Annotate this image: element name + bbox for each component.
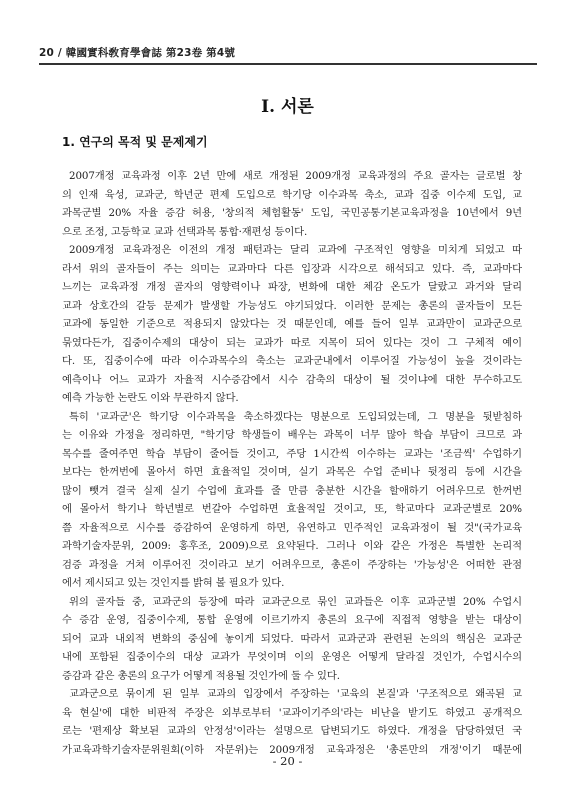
text-line: 과목군별 20% 자율 증감 허용, '창의적 체험활동' 도입, 국민공통기본교육과정을 10년에서 9년 bbox=[62, 207, 522, 219]
text-line: 에서 제시되고 있는 것인지를 밝혀 볼 필요가 있다. bbox=[62, 577, 285, 589]
page-number: - 20 - bbox=[272, 754, 303, 768]
text-line: 다. 또, 집중이수에 따라 이수과목수의 축소는 교과군내에서 이루어질 가능성이 높을 것이라는 bbox=[62, 355, 522, 367]
paragraph bbox=[62, 241, 522, 408]
text-line: 으로 조정, 고등학교 교과 선택과목 통합·재편성 등이다. bbox=[62, 225, 308, 238]
text-line: 수 증감 운영, 집중이수제, 통합 운영에 이르기까지 총론의 요구에 직접적 영향을 받는 대상이 bbox=[62, 614, 522, 626]
body-text bbox=[62, 167, 522, 759]
text-line: 의 인재 육성, 교과군, 학년군 편제 도입으로 학기당 이수과목 축소, 교과 집중 이수제 도입, 교 bbox=[62, 188, 522, 201]
text-line: 내에 포함된 집중이수의 대상 교과가 무엇이며 이의 운영은 어떻게 달라질 것인가, 수업시수의 bbox=[62, 651, 522, 663]
section-title: I. 서론 bbox=[261, 97, 314, 117]
subsection-title: 1. 연구의 목적 및 문제제기 bbox=[62, 135, 208, 149]
text-line: 에 몰아서 학기나 학년별로 번갈아 수업하면 효율적일 것이고, 또, 학교마다 교과군별로 20% bbox=[62, 503, 522, 515]
paragraph bbox=[62, 408, 522, 593]
text-line: 가교육과학기술자문위원회(이하 자문위)는 2009개정 교육과정은 '총론만의 개정'이기 때문에 bbox=[62, 743, 522, 756]
text-line: 로는 '편제상 확보된 교과의 안정성'이라는 설명으로 답변되기도 하였다. 개정을 담당하였던 국 bbox=[62, 725, 522, 737]
text-line: 예측이나 어느 교과가 자율적 시수증감에서 시수 감축의 대상이 될 것이냐에 대한 무수하고도 bbox=[62, 373, 522, 386]
text-line: 증감과 같은 총론의 요구가 어떻게 적용될 것인가에 둘 수 있다. bbox=[62, 669, 340, 682]
text-line: 교과에 동일한 기준으로 적용되지 않았다는 것 때문인데, 예를 들어 일부 교과만이 교과군으로 bbox=[62, 318, 522, 330]
text-line: 교과군으로 묶이게 된 일부 교과의 입장에서 주장하는 '교육의 본질'과 '구조적으로 왜곡된 교 bbox=[69, 688, 522, 700]
text-line: 느끼는 교육과정 개정 골자의 영향력이나 파장, 변화에 대한 체감 온도가 달랐고 과거와 달리 bbox=[62, 281, 522, 293]
text-line: 과학기술자문위, 2009: 홍후조, 2009)으로 요약된다. 그러나 이와 같은 가정은 특별한 논리적 bbox=[62, 540, 522, 552]
text-line: 많이 뺏겨 결국 실제 실기 수업에 효과를 줄 만큼 충분한 시간을 할애하기 어려우므로 한꺼번 bbox=[62, 484, 522, 497]
running-head: 20 / 韓國實科敎育學會誌 第23卷 第4號 bbox=[39, 47, 236, 59]
text-line: 위의 골자들 중, 교과군의 등장에 따라 교과군으로 묶인 교과들은 이후 교과군별 20% 수업시 bbox=[69, 595, 522, 608]
text-line: 예측 가능한 논란도 이와 무관하지 않다. bbox=[62, 392, 239, 404]
text-line: 교과 상호간의 갈등 문제가 발생할 가능성도 야기되었다. 이러한 문제는 총론의 골자들이 모든 bbox=[62, 299, 522, 312]
text-line: 라서 위의 골자들이 주는 의미는 교과마다 다른 입장과 시각으로 해석되고 있다. 즉, 교과마다 bbox=[62, 262, 522, 275]
paragraph bbox=[62, 167, 522, 241]
text-line: 특히 '교과군'은 학기당 이수과목을 축소하겠다는 명분으로 도입되었는데, 그 명분을 뒷받침하 bbox=[69, 410, 522, 423]
text-line: 보다는 한꺼번에 몰아서 하면 효율적일 것이며, 실기 과목은 수업 준비나 뒷정리 등에 시간을 bbox=[62, 466, 522, 478]
text-line: 묶였다든가, 집중이수제의 대상이 되는 교과가 따로 지목이 되어 있다는 것이 그 구체적 예이 bbox=[62, 336, 522, 349]
text-line: 쯤 자율적으로 시수를 증감하여 운영하게 하면, 유연하고 민주적인 교육과정이 될 것"(국가교육 bbox=[62, 521, 522, 534]
text-line: 는 이유와 가정을 정리하면, "학기당 학생들이 배우는 과목이 너무 많아 학습 부담이 크므로 과 bbox=[62, 429, 522, 441]
text-line: 육 현실'에 대한 비판적 주장은 외부로부터 '교과이기주의'라는 비난을 받기도 하였고 공개적으 bbox=[62, 706, 522, 719]
paragraph bbox=[62, 593, 522, 686]
text-line: 2007개정 교육과정 이후 2년 만에 새로 개정된 2009개정 교육과정의 주요 골자는 글로벌 창 bbox=[69, 170, 522, 182]
paragraph bbox=[62, 685, 522, 759]
header-rule bbox=[39, 63, 537, 65]
text-line: 목수를 줄여주면 학습 부담이 줄어들 것이고, 주당 1시간씩 이수하는 교과는 '조금씩' 수업하기 bbox=[62, 447, 522, 460]
text-line: 검증 과정을 거쳐 이루어진 것이라고 보기 어려우므로, 총론이 주장하는 '가능성'은 어떠한 관점 bbox=[62, 558, 522, 571]
text-line: 2009개정 교육과정은 이전의 개정 패턴과는 달리 교과에 구조적인 영향을 미치게 되었고 따 bbox=[69, 244, 522, 256]
text-line: 되어 교과 내외적 변화의 중심에 놓이게 되었다. 따라서 교과군과 관련된 논의의 핵심은 교과군 bbox=[62, 632, 522, 645]
